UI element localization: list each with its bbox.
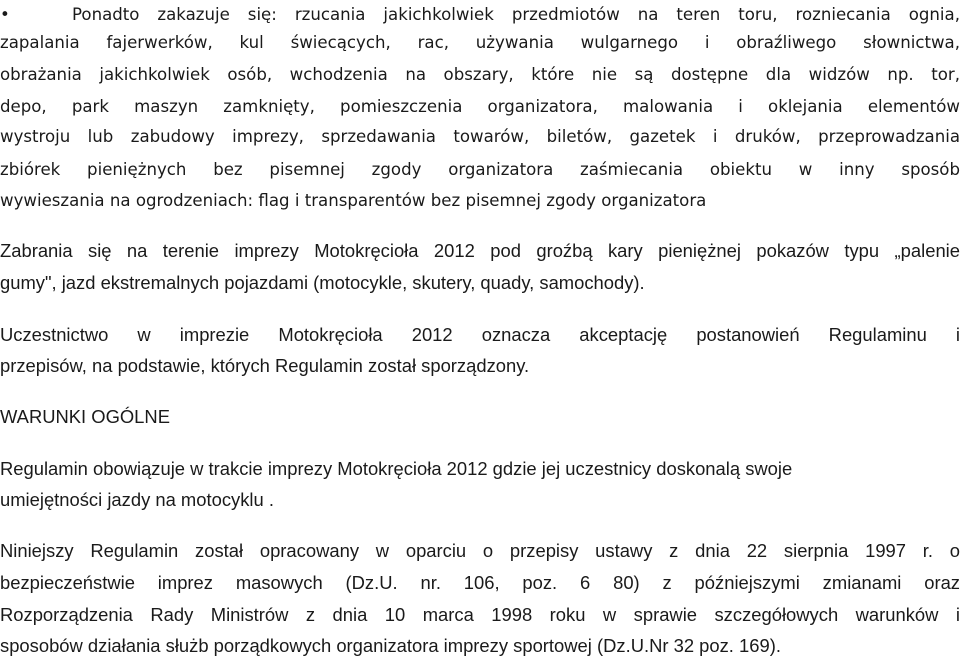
bullet-icon: • bbox=[0, 5, 10, 24]
ban-line-2: gumy", jazd ekstremalnych pojazdami (motocykle, skutery, quady, samochody). bbox=[0, 272, 645, 293]
prohibitions-line-1-text: Ponadto zakazuje się: rzucania jakichkolwiek przedmiotów na teren toru, rozniecania ognia, bbox=[72, 5, 960, 24]
scope-line-1: Regulamin obowiązuje w trakcie imprezy Motokręcioła 2012 gdzie jej uczestnicy doskonalą swoje bbox=[0, 458, 793, 479]
prohibitions-line-3: obrażania jakichkolwiek osób, wchodzenia na obszary, które nie są dostępne dla widzów np. tor, bbox=[0, 65, 960, 84]
basis-line-3: Rozporządzenia Rady Ministrów z dnia 10 marca 1998 roku w sprawie szczegółowych warunków i bbox=[0, 604, 960, 625]
ban-line-1: Zabrania się na terenie imprezy Motokręcioła 2012 pod groźbą kary pieniężnej pokazów typu „palenie bbox=[0, 240, 960, 261]
prohibitions-line-1 bbox=[0, 0, 960, 30]
prohibitions-line-4: depo, park maszyn zamknięty, pomieszczenia organizatora, malowania i oklejania elementów bbox=[0, 97, 960, 116]
basis-line-2: bezpieczeństwie imprez masowych (Dz.U. nr. 106, poz. 6 80) z późniejszymi zmianami oraz bbox=[0, 572, 960, 593]
participation-line-1: Uczestnictwo w imprezie Motokręcioła 2012 oznacza akceptację postanowień Regulaminu i bbox=[0, 324, 960, 345]
basis-line-4: sposobów działania służb porządkowych organizatora imprezy sportowej (Dz.U.Nr 32 poz. 169). bbox=[0, 635, 781, 656]
prohibitions-line-2: zapalania fajerwerków, kul świecących, rac, używania wulgarnego i obraźliwego słownictwa, bbox=[0, 33, 960, 52]
participation-line-2: przepisów, na podstawie, których Regulamin został sporządzony. bbox=[0, 355, 530, 376]
prohibitions-line-7: wywieszania na ogrodzeniach: flag i transparentów bez pisemnej zgody organizatora bbox=[0, 191, 707, 210]
basis-line-1: Niniejszy Regulamin został opracowany w oparciu o przepisy ustawy z dnia 22 sierpnia 1997 r. o bbox=[0, 540, 960, 561]
prohibitions-line-6: zbiórek pieniężnych bez pisemnej zgody organizatora zaśmiecania obiektu w inny sposób bbox=[0, 160, 960, 179]
scope-line-2: umiejętności jazdy na motocyklu . bbox=[0, 489, 274, 510]
prohibitions-line-5: wystroju lub zabudowy imprezy, sprzedawania towarów, biletów, gazetek i druków, przeprowadzania bbox=[0, 127, 960, 146]
section-heading: WARUNKI OGÓLNE bbox=[0, 406, 170, 427]
